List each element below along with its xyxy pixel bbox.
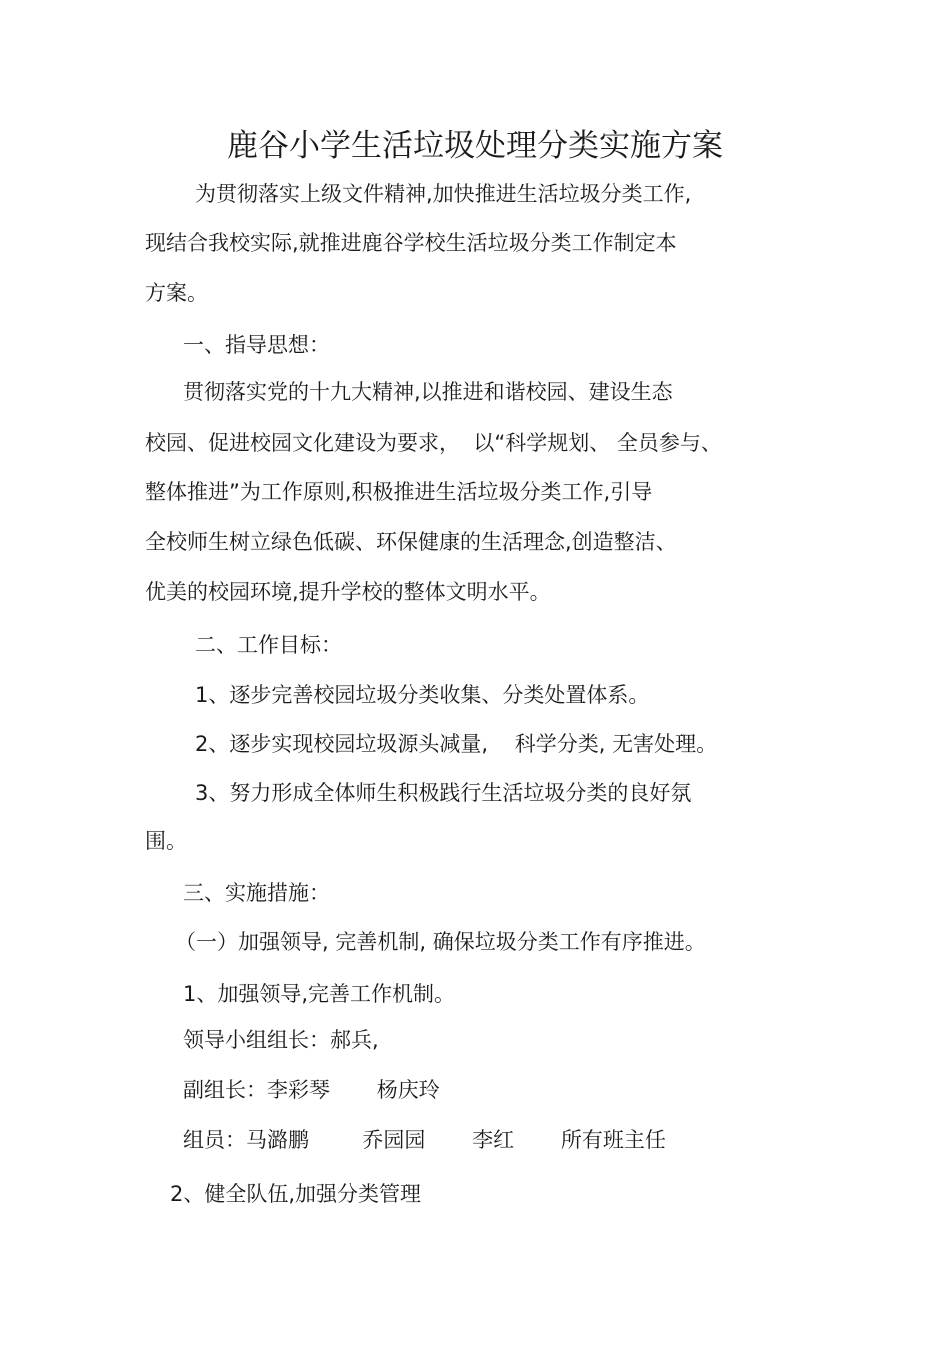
subsection-heading: （一）加强领导, 完善机制, 确保垃圾分类工作有序推进。 <box>175 930 706 954</box>
list-item: 3、努力形成全体师生积极践行生活垃圾分类的良好氛 <box>195 781 692 805</box>
paragraph-line: 整体推进”为工作原则,积极推进生活垃圾分类工作,引导 <box>145 480 653 504</box>
document-title: 鹿谷小学生活垃圾处理分类实施方案 <box>227 128 723 164</box>
paragraph-line: 组员：马潞鹏 乔园园 李红 所有班主任 <box>183 1128 666 1152</box>
paragraph-line: 领导小组组长：郝兵, <box>183 1028 379 1052</box>
paragraph-line: 优美的校园环境,提升学校的整体文明水平。 <box>145 580 551 604</box>
paragraph-line: 围。 <box>145 829 187 853</box>
paragraph-line: 校园、促进校园文化建设为要求， 以“科学规划、 全员参与、 <box>145 431 722 455</box>
list-item: 1、加强领导,完善工作机制。 <box>183 982 456 1006</box>
paragraph-line: 方案。 <box>145 281 208 305</box>
paragraph-line: 贯彻落实党的十九大精神,以推进和谐校园、建设生态 <box>183 380 673 404</box>
list-item: 1、逐步完善校园垃圾分类收集、分类处置体系。 <box>195 683 650 707</box>
paragraph-line: 全校师生树立绿色低碳、环保健康的生活理念,创造整洁、 <box>145 530 677 554</box>
section-heading: 二、工作目标： <box>195 633 342 657</box>
section-heading: 一、指导思想： <box>183 333 330 357</box>
list-item: 2、逐步实现校园垃圾源头减量, 科学分类, 无害处理。 <box>195 732 718 756</box>
paragraph-line: 副组长：李彩琴 杨庆玲 <box>183 1078 440 1102</box>
section-heading: 三、实施措施： <box>183 881 330 905</box>
list-item: 2、健全队伍,加强分类管理 <box>170 1182 422 1206</box>
paragraph-line: 现结合我校实际,就推进鹿谷学校生活垃圾分类工作制定本 <box>145 231 677 255</box>
paragraph-line: 为贯彻落实上级文件精神,加快推进生活垃圾分类工作, <box>195 182 692 206</box>
